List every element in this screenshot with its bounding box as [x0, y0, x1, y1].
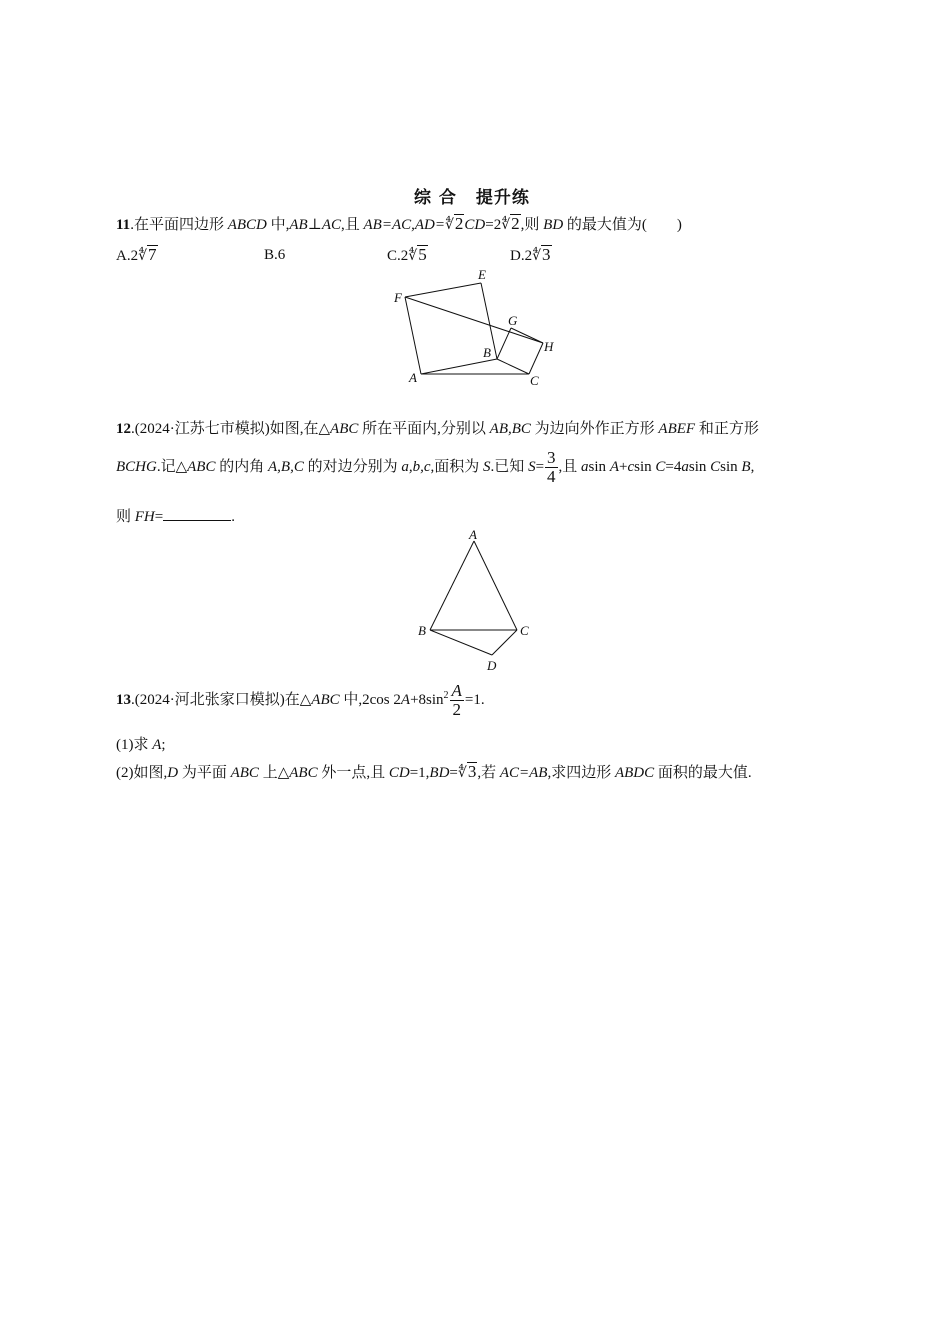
radicand: 2 [511, 214, 520, 233]
radical-sign: ∜ [408, 249, 418, 264]
text: =2 [485, 217, 502, 233]
text: , [750, 459, 755, 475]
radicand: 7 [148, 245, 157, 264]
label-e: E [478, 267, 486, 282]
math-var: AB [289, 217, 308, 233]
fraction-denominator: 4 [547, 467, 556, 487]
question-13-stem [116, 676, 485, 720]
text: 如图,在△ [269, 421, 331, 437]
answer-blank[interactable] [163, 506, 231, 521]
text: 为平面 [178, 765, 231, 781]
text: (2)如图, [116, 765, 168, 781]
fraction-three-quarters [545, 449, 558, 486]
radical-sign: ∜ [445, 218, 454, 233]
section-title-right: 提升练 [475, 188, 530, 208]
math-var: CD [464, 217, 486, 233]
label-g: G [508, 313, 518, 328]
label-b: B [418, 623, 426, 638]
radical-sign: ∜ [138, 249, 148, 264]
math-var: ABCD [227, 217, 267, 233]
text: ,面积为 [430, 459, 484, 475]
text: =1, [409, 765, 430, 781]
option-label: B.6 [264, 247, 286, 263]
option-label: D.2 [510, 248, 533, 264]
math-var: C [710, 459, 721, 475]
question-source: .(2024·河北张家口模拟) [131, 692, 285, 708]
text: =4 [665, 459, 682, 475]
radicand: 3 [467, 762, 477, 781]
question-number: 11 [116, 217, 131, 233]
radical-sign: ∜ [501, 218, 511, 233]
text: ,且 [558, 459, 582, 475]
label-a: A [409, 370, 417, 385]
label-f: F [394, 290, 402, 305]
segment-gh [511, 328, 543, 343]
radicand: 2 [454, 214, 464, 233]
segment-fa [405, 297, 421, 374]
text: ,且 [341, 217, 364, 233]
math-var: AB=AC,AD= [363, 217, 445, 233]
text: 和正方形 [695, 421, 759, 437]
math-var: A [609, 459, 619, 475]
text: . [231, 509, 235, 525]
segment-bd [430, 630, 492, 655]
option-label: A.2 [116, 248, 139, 264]
text: =1. [464, 692, 485, 708]
text: ,则 [520, 217, 544, 233]
figure-triangle-abc-point-d [410, 525, 540, 675]
text: 的最大值为( ) [563, 217, 682, 233]
radicand: 3 [542, 245, 551, 264]
math-var: a [681, 459, 689, 475]
math-var: FH [134, 509, 155, 525]
math-var: C [655, 459, 666, 475]
fraction-numerator: 3 [547, 448, 556, 468]
math-var: S [483, 459, 491, 475]
question-11-stem [116, 214, 682, 236]
fraction-a-over-2 [450, 682, 464, 719]
math-var: A,B,C [268, 459, 304, 475]
section-title-left: 综 合 [414, 188, 457, 208]
segment-ac [474, 541, 517, 630]
math-var: ABEF [658, 421, 696, 437]
superscript: 2 [443, 690, 449, 701]
text: = [154, 509, 164, 525]
question-13-part-2 [116, 762, 752, 784]
text: sin [588, 459, 610, 475]
question-source: .(2024·江苏七市模拟) [131, 421, 270, 437]
question-number: 13 [116, 692, 131, 708]
text: sin [688, 459, 711, 475]
text: 的内角 [215, 459, 268, 475]
option-b[interactable] [264, 245, 285, 265]
option-label: C.2 [387, 248, 409, 264]
math-var: BD [543, 217, 564, 233]
math-var: ABC [289, 765, 318, 781]
question-12-line-3 [116, 506, 235, 527]
text: 的对边分别为 [303, 459, 402, 475]
text: + [618, 459, 628, 475]
text: 在△ [284, 692, 312, 708]
math-var: ABDC [614, 765, 655, 781]
label-a: A [469, 527, 477, 542]
text: ⊥ [307, 217, 322, 233]
text: .在平面四边形 [130, 217, 228, 233]
segment-hc [529, 343, 543, 374]
math-var: a [581, 459, 589, 475]
math-var: AC [321, 217, 341, 233]
segment-bc [497, 359, 529, 374]
text: 上△ [258, 765, 290, 781]
question-13-part-1 [116, 735, 166, 755]
question-12-line-2 [116, 447, 754, 487]
text: = [449, 765, 458, 781]
text: .已知 [490, 459, 529, 475]
label-c: C [520, 623, 529, 638]
math-var: a,b,c [401, 459, 431, 475]
text: ,求四边形 [547, 765, 615, 781]
text: sin [720, 459, 742, 475]
question-number: 12 [116, 421, 131, 437]
math-var: D [167, 765, 179, 781]
radicand: 5 [418, 245, 427, 264]
text: 外一点,且 [317, 765, 389, 781]
segment-ab [421, 359, 497, 374]
question-12-line-1 [116, 419, 759, 439]
text: +8sin [410, 692, 444, 708]
text: sin [634, 459, 656, 475]
math-var: A [400, 692, 411, 708]
label-b: B [483, 345, 491, 360]
fraction-denominator: 2 [452, 700, 461, 720]
text: 面积的最大值. [654, 765, 752, 781]
math-var: B [741, 459, 751, 475]
radical-sign: ∜ [457, 766, 467, 781]
text: (1)求 [116, 737, 153, 753]
text: 中, [266, 217, 290, 233]
text: 中,2cos 2 [339, 692, 401, 708]
math-var: ABC [230, 765, 259, 781]
math-var: A [152, 737, 162, 753]
label-c: C [530, 373, 539, 388]
figure-squares-abef-bchg [380, 262, 570, 392]
text: .记△ [156, 459, 188, 475]
option-a[interactable] [116, 245, 158, 267]
segment-fe [405, 283, 481, 297]
math-var: AC=AB [499, 765, 548, 781]
fraction-numerator: A [451, 681, 462, 701]
math-var: ABC [187, 459, 216, 475]
segment-bg [497, 328, 511, 359]
math-var: ABC [311, 692, 340, 708]
text: ,若 [477, 765, 500, 781]
segment-dc [492, 630, 517, 655]
math-var: c [627, 459, 635, 475]
math-var: CD [388, 765, 410, 781]
math-var: AB,BC [489, 421, 531, 437]
text: 为边向外作正方形 [530, 421, 659, 437]
text: = [535, 459, 545, 475]
section-title [408, 188, 536, 208]
label-h: H [544, 339, 554, 354]
segment-ab [430, 541, 474, 630]
math-var: BCHG [116, 459, 157, 475]
math-var: BD [429, 765, 450, 781]
math-var: ABC [330, 421, 359, 437]
segment-fh [405, 297, 543, 343]
text: 则 [116, 509, 135, 525]
text: 所在平面内,分别以 [358, 421, 490, 437]
text: ; [161, 737, 166, 753]
math-var: S [528, 459, 536, 475]
label-d: D [487, 658, 497, 673]
radical-sign: ∜ [532, 249, 542, 264]
